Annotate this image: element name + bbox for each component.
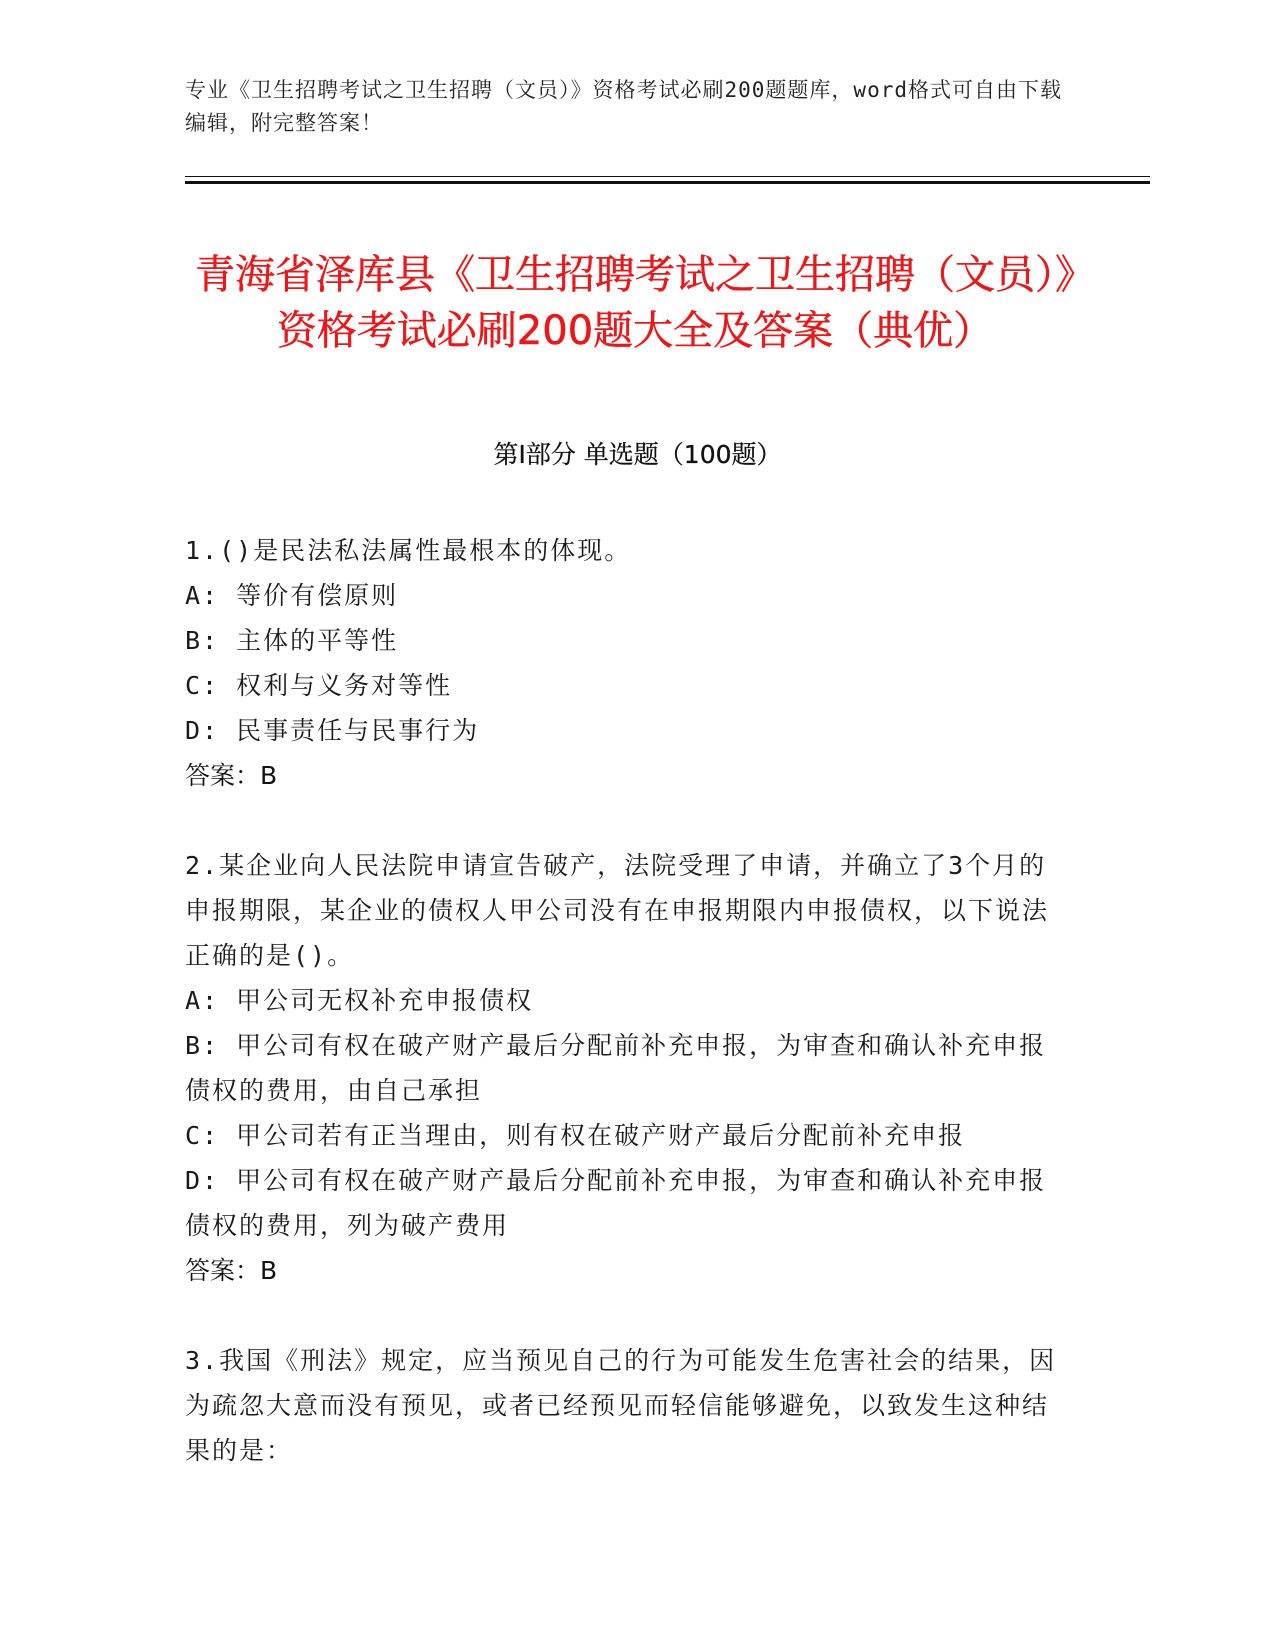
- option-d: D: 民事责任与民事行为: [185, 716, 480, 745]
- answer: 答案：B: [185, 761, 278, 790]
- section-heading: 第I部分 单选题（100题）: [493, 440, 782, 469]
- header-note: 专业《卫生招聘考试之卫生招聘（文员）》资格考试必刷200题题库，word格式可自由下载编辑，附完整答案！: [185, 78, 1062, 135]
- answer: 答案：B: [185, 1256, 278, 1285]
- option-b: B: 甲公司有权在破产财产最后分配前补充申报，为审查和确认补充申报债权的费用，由自己承担: [185, 1031, 1047, 1105]
- option-a: A: 甲公司无权补充申报债权: [185, 986, 534, 1015]
- option-c: C: 权利与义务对等性: [185, 671, 453, 700]
- option-d: D: 甲公司有权在破产财产最后分配前补充申报，为审查和确认补充申报债权的费用，列为破产费用: [185, 1166, 1047, 1240]
- header-rule-thin: [185, 176, 1150, 177]
- question-stem: 3.我国《刑法》规定，应当预见自己的行为可能发生危害社会的结果，因为疏忽大意而没有预见，或者已经预见而轻信能够避免，以致发生这种结果的是：: [185, 1346, 1057, 1465]
- question-stem: 2.某企业向人民法院申请宣告破产，法院受理了申请，并确立了3个月的申报期限，某企业的债权人甲公司没有在申报期限内申报债权，以下说法正确的是()。: [185, 851, 1050, 970]
- option-c: C: 甲公司若有正当理由，则有权在破产财产最后分配前补充申报: [185, 1121, 966, 1150]
- question-stem: 1.()是民法私法属性最根本的体现。: [185, 536, 632, 565]
- option-a: A: 等价有偿原则: [185, 581, 399, 610]
- question-3: [185, 1338, 1070, 1473]
- question-1: [185, 528, 1070, 798]
- option-b: B: 主体的平等性: [185, 626, 399, 655]
- document-title: 青海省泽库县《卫生招聘考试之卫生招聘（文员）》资格考试必刷200题大全及答案（典优）: [195, 251, 1075, 354]
- question-list: [185, 528, 1070, 1473]
- question-2: [185, 843, 1070, 1293]
- header-rule-thick: [185, 181, 1150, 184]
